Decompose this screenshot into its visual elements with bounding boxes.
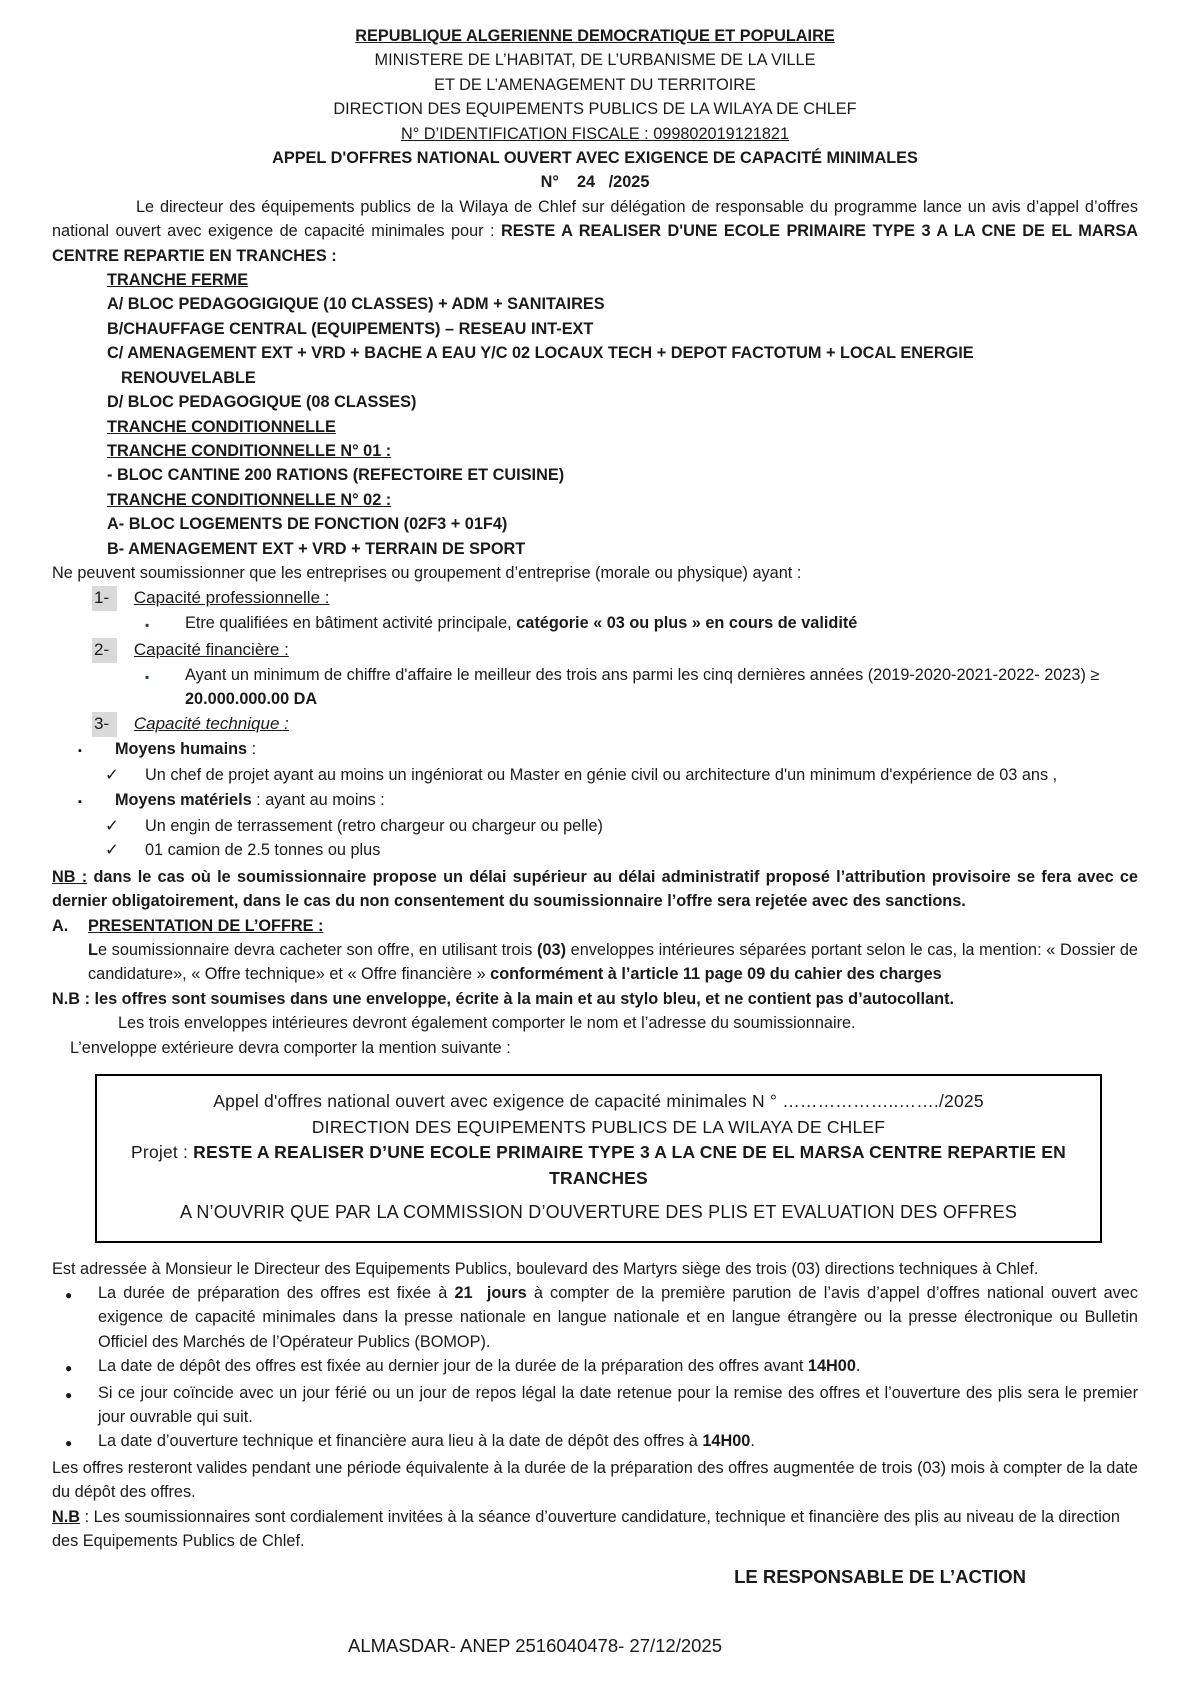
- tranche-item-continuation: RENOUVELABLE: [121, 368, 256, 387]
- nb-opening-session-note: N.B : Les soumissionnaires sont cordialement invitées à la séance d’ouverture candidature, technique et financière des plis au niveau de la direction des Equipements Publics de Chlef.: [52, 1507, 1120, 1551]
- moyens-materiels-item-text: 01 camion de 2.5 tonnes ou plus: [145, 841, 381, 860]
- capacity-2-row: [92, 638, 1138, 662]
- section-a-heading: PRESENTATION DE L’OFFRE :: [88, 916, 324, 935]
- presentation-paragraph: Le soumissionnaire devra cacheter son offre, en utilisant trois (03) enveloppes intérieures séparées portant selon le cas, la mention: « Dossier de candidature», « Offre technique» et « Offre financière » conformément à l’article 11 page 09 du cahier des charges: [88, 941, 1138, 984]
- capacity-2-number: 2-: [92, 638, 117, 662]
- nb-envelope-note: N.B : les offres sont soumises dans une enveloppe, écrite à la main et au stylo bleu, et ne contient pas d’autocollant.: [52, 989, 955, 1008]
- box-project-line: Projet : RESTE A REALISER D’UNE ECOLE PRIMAIRE TYPE 3 A LA CNE DE EL MARSA CENTRE REPARTIE EN TRANCHES: [131, 1142, 1066, 1188]
- tranche-item: B/CHAUFFAGE CENTRAL (EQUIPEMENTS) – RESEAU INT-EXT: [107, 319, 594, 338]
- tranche-item: C/ AMENAGEMENT EXT + VRD + BACHE A EAU Y/C 02 LOCAUX TECH + DEPOT FACTOTUM + LOCAL ENERGIE: [107, 344, 974, 363]
- header-direction-line: DIRECTION DES EQUIPEMENTS PUBLICS DE LA WILAYA DE CHLEF: [333, 100, 857, 119]
- capacity-1-number: 1-: [92, 586, 117, 610]
- moyens-materiels-item: [105, 814, 1138, 838]
- check-mark-icon: ✓: [105, 817, 119, 835]
- signature-line: LE RESPONSABLE DE L’ACTION: [734, 1566, 1026, 1588]
- square-bullet-icon: ▪: [78, 795, 82, 808]
- tranche-item: A- BLOC LOGEMENTS DE FONCTION (02F3 + 01F4): [107, 515, 508, 534]
- intro-text: Le directeur des équipements publics de la Wilaya de Chlef sur délégation de responsable du programme lance un avis d’appel d’offres national ouvert avec exigence de capacité minimales pour :: [52, 197, 1138, 241]
- box-tender-line: Appel d'offres national ouvert avec exigence de capacité minimales N ° ………………..……./2025: [213, 1091, 984, 1112]
- validity-paragraph: Les offres resteront valides pendant une période équivalente à la durée de la préparation des offres augmentée de trois (03) mois à compter de la date du dépôt des offres.: [52, 1458, 1138, 1502]
- check-mark-icon: ✓: [105, 766, 119, 785]
- intro-project-title: RESTE A REALISER D'UNE ECOLE PRIMAIRE TYPE 3 A LA CNE DE EL MARSA CENTRE REPARTIE EN TRANCHES :: [52, 222, 1139, 265]
- deadline-item-text: La date de dépôt des offres est fixée au dernier jour de la durée de la préparation des offres avant 14H00.: [98, 1357, 861, 1376]
- capacity-2-item: [145, 663, 1138, 712]
- tranche-list: [107, 268, 1138, 561]
- moyens-materiels-item-text: Un engin de terrassement (retro chargeur ou chargeur ou pelle): [145, 817, 603, 835]
- tranche-conditionnelle-1-heading: TRANCHE CONDITIONNELLE N° 01 :: [107, 441, 392, 460]
- envelope-mention-box: [95, 1074, 1102, 1243]
- moyens-materiels-row: [78, 788, 1138, 814]
- capacity-1-item-text: Etre qualifiées en bâtiment activité principale, catégorie « 03 ou plus » en cours de validité: [185, 613, 858, 632]
- tranche-item: A/ BLOC PEDAGOGIGIQUE (10 CLASSES) + ADM + SANITAIRES: [107, 295, 605, 314]
- round-bullet-icon: ●: [65, 1387, 73, 1402]
- round-bullet-icon: ●: [65, 1436, 73, 1451]
- header-fiscal-id-line: N° D’IDENTIFICATION FISCALE : 099802019121821: [400, 124, 790, 143]
- deadline-item-text: La durée de préparation des offres est fixée à 21 jours à compter de la première parution de l’avis d’appel d’offres national ouvert avec exigence de capacité minimales dans la presse nationale en langue nationale et en langue étrangère ou la presse électronique ou Bulletin Officiel des Marchés de l’Opérateur Publics (BOMOP).: [98, 1283, 1138, 1351]
- inner-envelopes-line: Les trois enveloppes intérieures devront également comporter le nom et l’adresse du soumissionnaire.: [118, 1014, 856, 1033]
- anep-footer-line: ALMASDAR- ANEP 2516040478- 27/12/2025: [347, 1634, 723, 1656]
- deadline-item: [65, 1429, 1138, 1455]
- section-a-letter: A.: [52, 916, 69, 935]
- tranche-conditionnelle-heading: TRANCHE CONDITIONNELLE: [107, 417, 336, 436]
- tranche-conditionnelle-2-heading: TRANCHE CONDITIONNELLE N° 02 :: [107, 490, 392, 509]
- nb-label: NB :: [52, 867, 88, 886]
- intro-paragraph: [52, 195, 1138, 268]
- tranche-item: D/ BLOC PEDAGOGIQUE (08 CLASSES): [107, 393, 417, 412]
- moyens-materiels-label: Moyens matériels : ayant au moins :: [115, 790, 385, 809]
- deadline-item-text: La date d’ouverture technique et financière aura lieu à la date de dépôt des offres à 14H00.: [98, 1432, 755, 1451]
- nb-delay-note: NB : dans le cas où le soumissionnaire propose un délai supérieur au délai administratif proposé l’attribution provisoire se fera avec ce dernier obligatoirement, dans le cas du non consentement du soumissionnaire l’offre sera rejetée avec des sanctions.: [52, 867, 1138, 911]
- round-bullet-icon: ●: [65, 1361, 73, 1376]
- tranche-item: - BLOC CANTINE 200 RATIONS (REFECTOIRE ET CUISINE): [107, 466, 565, 485]
- nb-label: N.B: [52, 1507, 81, 1526]
- round-bullet-icon: ●: [65, 1287, 73, 1302]
- moyens-humains-item-text: Un chef de projet ayant au moins un ingéniorat ou Master en génie civil ou architecture d'un minimum d'expérience de 03 ans ,: [145, 766, 1058, 785]
- header-ministry-line: MINISTERE DE L’HABITAT, DE L’URBANISME DE LA VILLE: [374, 51, 816, 70]
- section-a-heading-row: [52, 914, 1138, 938]
- square-bullet-icon: ▪: [78, 744, 82, 757]
- capacity-1-heading: Capacité professionnelle :: [133, 588, 330, 608]
- address-paragraph: Est adressée à Monsieur le Directeur des Equipements Publics, boulevard des Martyrs siège des trois (03) directions techniques à Chlef.: [52, 1259, 1039, 1278]
- deadline-item-text: Si ce jour coïncide avec un jour férié ou un jour de repos légal la date retenue pour la remise des offres et l’ouverture des plis sera le premier jour ouvrable qui suit.: [98, 1383, 1138, 1426]
- header-republic-line: REPUBLIQUE ALGERIENNE DEMOCRATIQUE ET POPULAIRE: [355, 27, 835, 45]
- tranche-ferme-heading: TRANCHE FERME: [107, 271, 249, 290]
- tender-number: N° 24 /2025: [540, 173, 650, 192]
- header-territory-line: ET DE L’AMENAGEMENT DU TERRITOIRE: [434, 75, 756, 94]
- document-title: APPEL D'OFFRES NATIONAL OUVERT AVEC EXIGENCE DE CAPACITÉ MINIMALES: [272, 149, 918, 168]
- outer-envelope-line: L’enveloppe extérieure devra comporter la mention suivante :: [70, 1038, 511, 1057]
- eligibility-line: Ne peuvent soumissionner que les entreprises ou groupement d’entreprise (morale ou physique) ayant :: [52, 563, 802, 582]
- capacity-2-item-text: Ayant un minimum de chiffre d'affaire le meilleur des trois ans parmi les cinq dernières années (2019-2020-2021-2022- 2023) ≥ 20.000.000.00 DA: [185, 665, 1100, 708]
- deadline-item: [65, 1281, 1138, 1354]
- capacity-3-heading: Capacité technique :: [133, 714, 289, 734]
- capacity-2-heading: Capacité financière :: [133, 640, 289, 660]
- document-header: [52, 24, 1138, 195]
- box-direction-line: DIRECTION DES EQUIPEMENTS PUBLICS DE LA WILAYA DE CHLEF: [311, 1116, 886, 1137]
- square-bullet-icon: ▪: [145, 669, 150, 684]
- moyens-humains-row: [78, 737, 1138, 763]
- deadline-item: [65, 1354, 1138, 1380]
- moyens-humains-item: [105, 763, 1138, 787]
- tranche-item: B- AMENAGEMENT EXT + VRD + TERRAIN DE SPORT: [107, 539, 526, 558]
- deadline-item: [65, 1381, 1138, 1430]
- capacity-1-item: [145, 611, 1138, 637]
- moyens-humains-label: Moyens humains :: [115, 739, 257, 758]
- box-commission-line: A N’OUVRIR QUE PAR LA COMMISSION D’OUVERTURE DES PLIS ET EVALUATION DES OFFRES: [179, 1202, 1018, 1223]
- capacity-3-row: [92, 712, 1138, 736]
- capacity-3-number: 3-: [92, 712, 117, 736]
- moyens-materiels-item: [105, 838, 1138, 862]
- capacity-1-row: [92, 586, 1138, 610]
- check-mark-icon: ✓: [105, 841, 119, 860]
- square-bullet-icon: ▪: [145, 617, 150, 632]
